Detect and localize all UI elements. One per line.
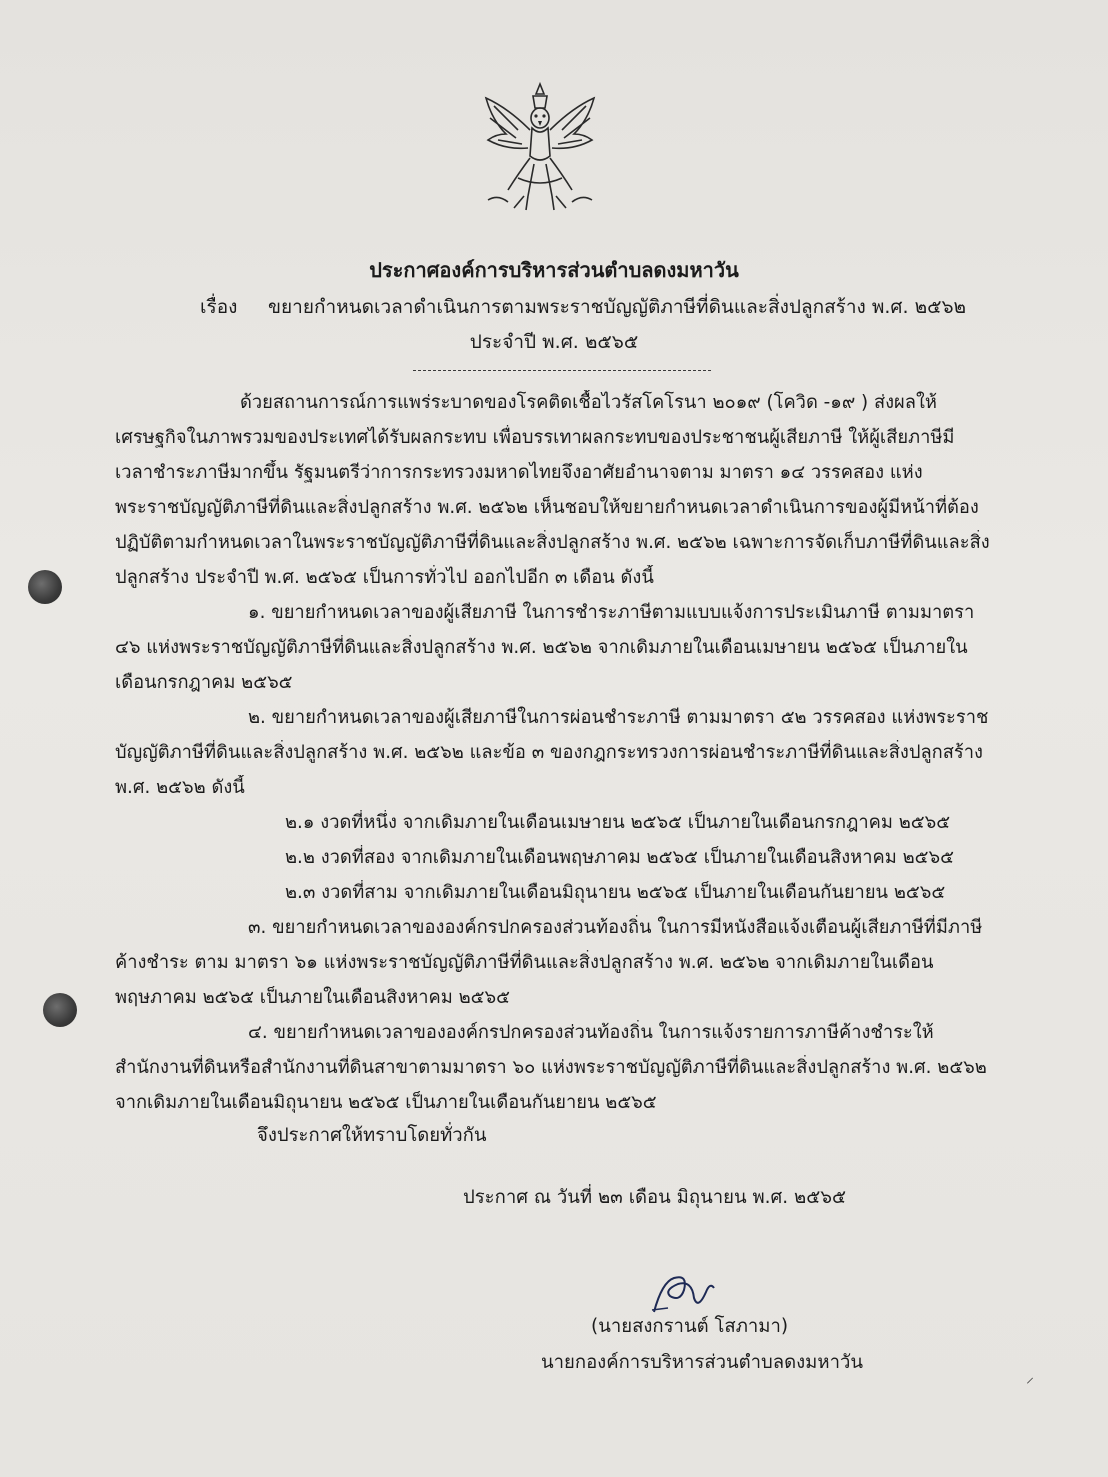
body-line: ด้วยสถานการณ์การแพร่ระบาดของโรคติดเชื้อไวรัสโคโรนา ๒๐๑๙ (โควิด -๑๙ ) ส่งผลให้ xyxy=(240,392,937,413)
announcement-date: ประกาศ ณ วันที่ ๒๓ เดือน มิถุนายน พ.ศ. ๒๕๖๕ xyxy=(463,1187,846,1208)
page-mark-icon: ⸍ xyxy=(1026,1374,1035,1393)
body-line: ปลูกสร้าง ประจำปี พ.ศ. ๒๕๖๕ เป็นการทั่วไป ออกไปอีก ๓ เดือน ดังนี้ xyxy=(115,567,654,588)
body-line: เวลาชำระภาษีมากขึ้น รัฐมนตรีว่าการกระทรวงมหาดไทยจึงอาศัยอำนาจตาม มาตรา ๑๔ วรรคสอง แห่ง xyxy=(115,462,923,483)
subject-line xyxy=(200,292,1000,322)
body-line: ๓. ขยายกำหนดเวลาขององค์กรปกครองส่วนท้องถิ่น ในการมีหนังสือแจ้งเตือนผู้เสียภาษีที่มีภาษี xyxy=(248,917,983,938)
body-line: พระราชบัญญัติภาษีที่ดินและสิ่งปลูกสร้าง พ.ศ. ๒๕๖๒ เห็นชอบให้ขยายกำหนดเวลาดำเนินการของผู้มีหน้าที่ต้อง xyxy=(115,497,979,518)
garuda-emblem-icon xyxy=(478,78,603,218)
body-line: ๒.๓ งวดที่สาม จากเดิมภายในเดือนมิถุนายน ๒๕๖๕ เป็นภายในเดือนกันยายน ๒๕๖๕ xyxy=(285,882,946,903)
subject-year: ประจำปี พ.ศ. ๒๕๖๕ xyxy=(469,331,639,353)
body-line: ๒.๑ งวดที่หนึ่ง จากเดิมภายในเดือนเมษายน ๒๕๖๕ เป็นภายในเดือนกรกฎาคม ๒๕๖๕ xyxy=(285,812,951,833)
body-line: บัญญัติภาษีที่ดินและสิ่งปลูกสร้าง พ.ศ. ๒๕๖๒ และข้อ ๓ ของกฎกระทรวงการผ่อนชำระภาษีที่ดินและสิ่งปลูกสร้าง xyxy=(115,742,983,763)
signature-icon xyxy=(648,1262,720,1318)
body-line: ๔๖ แห่งพระราชบัญญัติภาษีที่ดินและสิ่งปลูกสร้าง พ.ศ. ๒๕๖๒ จากเดิมภายในเดือนเมษายน ๒๕๖๕ เป็นภายใน xyxy=(115,637,968,658)
body-line: ค้างชำระ ตาม มาตรา ๖๑ แห่งพระราชบัญญัติภาษีที่ดินและสิ่งปลูกสร้าง พ.ศ. ๒๕๖๒ จากเดิมภายในเดือน xyxy=(115,952,934,973)
body-line: เศรษฐกิจในภาพรวมของประเทศได้รับผลกระทบ เพื่อบรรเทาผลกระทบของประชาชนผู้เสียภาษี ให้ผู้เสียภาษีมี xyxy=(115,427,955,448)
punch-hole-top xyxy=(28,570,62,604)
body-line: ๑. ขยายกำหนดเวลาของผู้เสียภาษี ในการชำระภาษีตามแบบแจ้งการประเมินภาษี ตามมาตรา xyxy=(248,602,975,623)
body-line: พฤษภาคม ๒๕๖๕ เป็นภายในเดือนสิงหาคม ๒๕๖๕ xyxy=(115,987,510,1008)
body-line: เดือนกรกฎาคม ๒๕๖๕ xyxy=(115,672,293,693)
punch-hole-bottom xyxy=(43,993,77,1027)
body-line: ๒. ขยายกำหนดเวลาของผู้เสียภาษีในการผ่อนชำระภาษี ตามมาตรา ๕๒ วรรคสอง แห่งพระราช xyxy=(248,707,989,728)
announcement-body xyxy=(115,390,1010,1125)
body-line: พ.ศ. ๒๕๖๒ ดังนี้ xyxy=(115,777,245,798)
signer-name: (นายสงกรานต์ โสภามา) xyxy=(591,1316,789,1337)
divider xyxy=(413,370,711,371)
body-line: จากเดิมภายในเดือนมิถุนายน ๒๕๖๕ เป็นภายในเดือนกันยายน ๒๕๖๕ xyxy=(115,1092,657,1113)
body-line: ๒.๒ งวดที่สอง จากเดิมภายในเดือนพฤษภาคม ๒๕๖๕ เป็นภายในเดือนสิงหาคม ๒๕๖๕ xyxy=(285,847,954,868)
page-title: ประกาศองค์การบริหารส่วนตำบลดงมหาวัน xyxy=(369,258,739,282)
body-line: สำนักงานที่ดินหรือสำนักงานที่ดินสาขาตามมาตรา ๖๐ แห่งพระราชบัญญัติภาษีที่ดินและสิ่งปลูกสร้าง พ.ศ. ๒๕๖๒ xyxy=(115,1057,987,1078)
body-line: ปฏิบัติตามกำหนดเวลาในพระราชบัญญัติภาษีที่ดินและสิ่งปลูกสร้าง พ.ศ. ๒๕๖๒ เฉพาะการจัดเก็บภาษีที่ดินและสิ่ง xyxy=(115,532,990,553)
body-line: ๔. ขยายกำหนดเวลาขององค์กรปกครองส่วนท้องถิ่น ในการแจ้งรายการภาษีค้างชำระให้ xyxy=(248,1022,934,1043)
subject-label: เรื่อง xyxy=(200,296,238,318)
subject-text: ขยายกำหนดเวลาดำเนินการตามพระราชบัญญัติภาษีที่ดินและสิ่งปลูกสร้าง พ.ศ. ๒๕๖๒ xyxy=(268,296,967,318)
closing-text: จึงประกาศให้ทราบโดยทั่วกัน xyxy=(257,1125,487,1146)
signer-position: นายกองค์การบริหารส่วนตำบลดงมหาวัน xyxy=(541,1352,863,1373)
